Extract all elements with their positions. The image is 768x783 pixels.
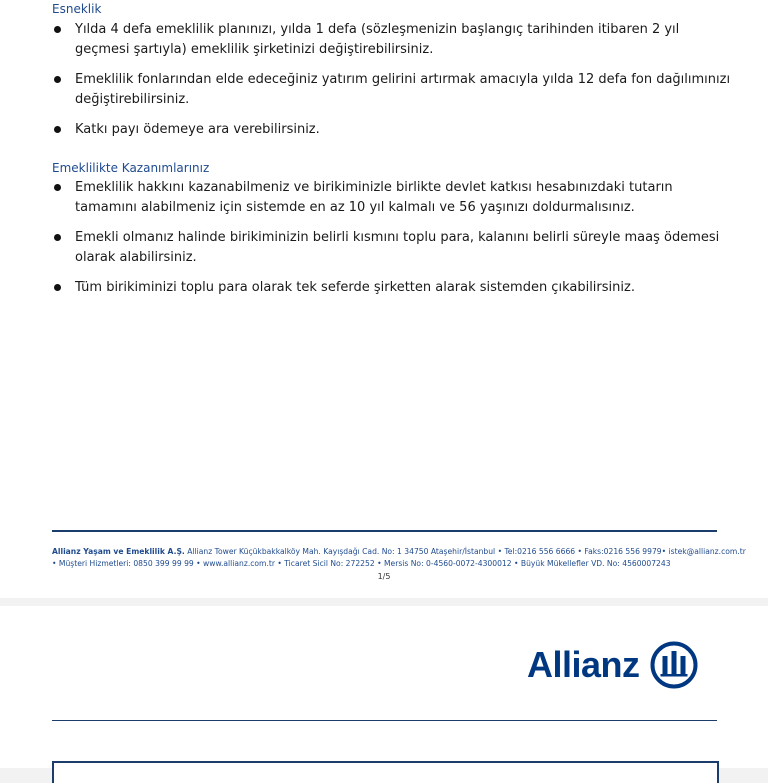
list-item: Yılda 4 defa emeklilik planınızı, yılda 1 defa (sözleşmenizin başlangıç tarihinden itibaren 2 yıl geçmesi şartıyla) emeklilik şirketinizi değiştirebilirsiniz. — [52, 20, 732, 60]
section-title-kazanimlar: Emeklilikte Kazanımlarınız — [52, 161, 210, 175]
bullet-icon — [54, 284, 61, 291]
footer-contact-line: • Müşteri Hizmetleri: 0850 399 99 99 • www.allianz.com.tr • Ticaret Sicil No: 272252 • Mersis No: 0-4560-0072-4300012 • Büyük Mükellefler VD. No: 4560007243 — [52, 559, 671, 568]
footer-address: Allianz Tower Küçükbakkalköy Mah. Kayışdağı Cad. No: 1 34750 Ataşehir/İstanbul • Tel:0216 556 6666 • Faks:0216 556 9979• istek@allianz.com.tr — [184, 547, 746, 556]
section-title-esneklik: Esneklik — [52, 2, 102, 16]
allianz-logo — [527, 640, 698, 690]
bullet-icon — [54, 126, 61, 133]
footer-company-name: Allianz Yaşam ve Emeklilik A.Ş. — [52, 547, 185, 556]
list-item: Katkı payı ödemeye ara verebilirsiniz. — [52, 120, 732, 140]
kazanimlar-list — [52, 178, 732, 298]
page2-content-box — [52, 761, 719, 783]
list-item: Tüm birikiminizi toplu para olarak tek seferde şirketten alarak sistemden çıkabilirsiniz. — [52, 278, 732, 298]
footer-company-line — [52, 546, 752, 558]
list-item: Emeklilik fonlarından elde edeceğiniz yatırım gelirini artırmak amacıyla yılda 12 defa fon dağılımınızı değiştirebilirsiniz. — [52, 70, 732, 110]
bullet-icon — [54, 26, 61, 33]
bullet-icon — [54, 184, 61, 191]
list-item: Emeklilik hakkını kazanabilmeniz ve birikiminizle birlikte devlet katkısı hesabınızdaki tutarın tamamını alabilmeniz için sistemde en az 10 yıl kalmalı ve 56 yaşınızı doldurmalısınız. — [52, 178, 732, 218]
page-number: 1/5 — [377, 572, 391, 581]
logo-wordmark: Allianz — [527, 644, 640, 685]
page2-divider — [52, 720, 717, 721]
allianz-eagle-pillars-icon — [650, 641, 698, 689]
footer-divider — [52, 530, 717, 532]
bullet-icon — [54, 234, 61, 241]
esneklik-list — [52, 20, 732, 140]
list-item: Emekli olmanız halinde birikiminizin belirli kısmını toplu para, kalanını belirli süreyle maaş ödemesi olarak alabilirsiniz. — [52, 228, 732, 268]
bullet-icon — [54, 76, 61, 83]
